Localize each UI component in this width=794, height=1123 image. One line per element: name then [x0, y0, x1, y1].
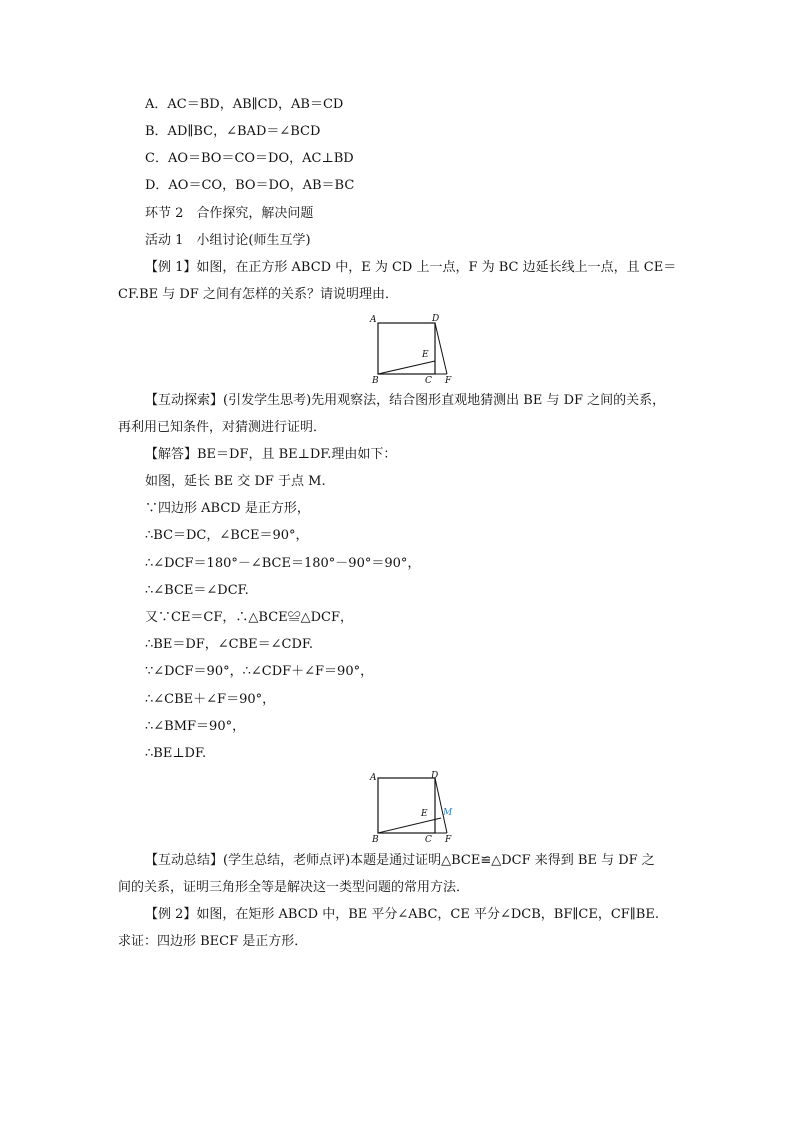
section-heading: 环节 2 合作探究，解决问题	[145, 206, 314, 221]
label-d: D	[432, 314, 440, 324]
label-c: C	[425, 376, 432, 386]
answer-line-4: ∴BC＝DC，∠BCE＝90°，	[145, 528, 309, 543]
segment-bm	[378, 818, 441, 833]
option-b: B．AD∥BC，∠BAD＝∠BCD	[145, 124, 321, 139]
label-e: E	[422, 350, 429, 360]
summary-line2: 间的关系，证明三角形全等是解决这一类型问题的常用方法．	[118, 880, 470, 895]
label-b: B	[372, 376, 379, 386]
label-d: D	[431, 771, 439, 781]
answer-line-2: 如图，延长 BE 交 DF 于点 M.	[145, 474, 326, 489]
activity-heading: 活动 1 小组讨论(师生互学)	[145, 233, 311, 248]
label-a: A	[370, 773, 377, 783]
answer-line-10: ∴∠CBE＋∠F＝90°，	[145, 692, 276, 707]
segment-df	[435, 778, 447, 833]
summary-line1: 【互动总结】(学生总结，老师点评)本题是通过证明△BCE≌△DCF 来得到 BE 与 DF 之	[145, 853, 655, 868]
answer-line-9: ∵∠DCF＝90°，∴∠CDF＋∠F＝90°，	[145, 664, 374, 679]
label-e: E	[421, 809, 428, 819]
example1-line2: CF.BE 与 DF 之间有怎样的关系？请说明理由．	[118, 287, 398, 302]
option-a: A．AC＝BD，AB∥CD，AB＝CD	[145, 97, 344, 112]
example2-line2: 求证：四边形 BECF 是正方形．	[118, 934, 308, 949]
answer-line-1: 【解答】BE＝DF，且 BE⊥DF.理由如下：	[145, 447, 397, 462]
answer-line-3: ∵四边形 ABCD 是正方形，	[145, 501, 310, 516]
label-m: M	[443, 808, 453, 818]
square-abcd	[378, 778, 435, 833]
segment-df	[435, 323, 447, 374]
explore-line2: 再利用已知条件，对猜测进行证明．	[118, 420, 327, 435]
label-a: A	[370, 315, 377, 325]
answer-line-6: ∴∠BCE＝∠DCF.	[145, 583, 249, 598]
figure2-square-diagram	[365, 770, 460, 850]
option-c: C．AO＝BO＝CO＝DO，AC⊥BD	[145, 151, 354, 166]
square-abcd	[378, 323, 435, 374]
option-d: D．AO＝CO，BO＝DO，AB＝BC	[145, 178, 355, 193]
label-f: F	[445, 835, 452, 845]
answer-line-11: ∴∠BMF＝90°，	[145, 719, 246, 734]
answer-line-5: ∴∠DCF＝180°－∠BCE＝180°－90°＝90°，	[145, 556, 421, 571]
label-f: F	[445, 376, 452, 386]
label-c: C	[425, 835, 432, 845]
example1-line1: 【例 1】如图，在正方形 ABCD 中，E 为 CD 上一点，F 为 BC 边延长线上一点，且 CE＝	[145, 260, 677, 275]
segment-be	[378, 361, 435, 374]
answer-line-7: 又∵CE＝CF，∴△BCE≌△DCF，	[145, 610, 354, 625]
answer-line-12: ∴BE⊥DF.	[145, 746, 207, 761]
label-b: B	[372, 835, 379, 845]
answer-line-8: ∴BE＝DF，∠CBE＝∠CDF.	[145, 637, 314, 652]
example2-line1: 【例 2】如图，在矩形 ABCD 中，BE 平分∠ABC，CE 平分∠DCB，BF∥CE，CF∥BE.	[145, 907, 659, 922]
figure1-square-diagram	[365, 310, 460, 390]
explore-line1: 【互动探索】(引发学生思考)先用观察法，结合图形直观地猜测出 BE 与 DF 之间的关系，	[145, 393, 666, 408]
